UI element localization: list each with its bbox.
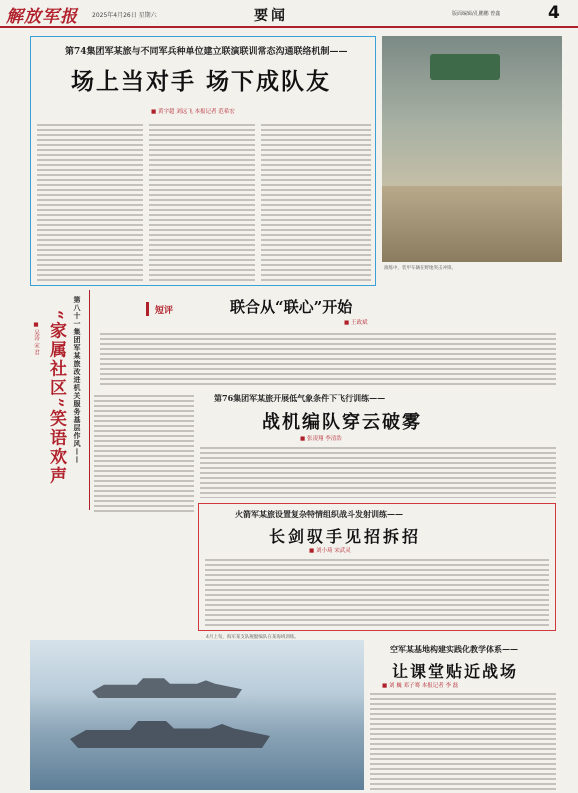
commentary-label-box xyxy=(146,302,184,316)
section-title: 要闻 xyxy=(254,8,288,24)
sidebar-kicker: 第八十一集团军某旅改进机关服务基层作风—— xyxy=(73,296,82,464)
sidebar-body xyxy=(94,392,194,512)
story4-kicker: 火箭军某旅设置复杂特情组织战斗发射训练—— xyxy=(235,509,403,519)
terrain-shape xyxy=(382,186,562,262)
warship-shape xyxy=(92,676,242,698)
story4-photo-caption: 4月上旬，海军某支队舰艇编队在某海域训练。 xyxy=(206,635,299,640)
commentary-byline: ■ 王政斌 xyxy=(344,320,368,326)
lead-story-byline: ■ 黄宇超 刘远飞 本报记者 范希宏 xyxy=(151,109,235,115)
story5-body xyxy=(370,690,556,790)
sidebar-byline: ■ 吴涛 宋 君 xyxy=(33,322,39,356)
story4-headline: 长剑驭手见招拆招 xyxy=(269,527,422,546)
lead-story-column-3 xyxy=(261,121,371,283)
story3-body xyxy=(200,444,556,498)
story5-byline: ■ 刘 巍 邓子骞 本报记者 李 磊 xyxy=(382,683,459,689)
story4-body xyxy=(205,556,549,626)
lead-story-photo xyxy=(382,36,562,262)
lead-photo-caption: 演练中，装甲车辆在野地突击冲锋。 xyxy=(384,266,456,271)
story3-kicker: 第76集团军某旅开展低气象条件下飞行训练—— xyxy=(214,393,386,403)
story3-headline: 战机编队穿云破雾 xyxy=(262,412,422,433)
warship-shape xyxy=(70,718,270,748)
lead-story-column-2 xyxy=(149,121,255,283)
page-editor: 版面编辑/孔鹏鹏 曾鑫 xyxy=(452,11,501,17)
sidebar-headline: “家属社区”笑语欢声 xyxy=(46,310,66,486)
armored-vehicle-shape xyxy=(430,54,500,80)
lead-story-headline: 场上当对手 场下成队友 xyxy=(71,68,332,95)
story5-headline: 让课堂贴近战场 xyxy=(392,662,519,681)
story4-byline: ■ 刘小琦 宋武灵 xyxy=(309,548,351,554)
lead-story-column-1 xyxy=(37,121,143,283)
sidebar-story xyxy=(30,290,90,510)
commentary-headline: 联合从“联心”开始 xyxy=(230,298,353,316)
commentary-body xyxy=(100,330,556,386)
naval-photo xyxy=(30,640,364,790)
story5-kicker: 空军某基地构建实践化教学体系—— xyxy=(390,644,518,654)
masthead xyxy=(0,0,578,28)
commentary-label: 短评 xyxy=(155,306,174,316)
story4-box xyxy=(198,503,556,631)
newspaper-logo: 解放军报 xyxy=(6,7,78,27)
page-number: 4 xyxy=(548,3,560,23)
lead-story-kicker: 第74集团军某旅与不同军兵种单位建立联演联训常态沟通联络机制—— xyxy=(65,47,348,57)
lead-story-box xyxy=(30,36,376,286)
issue-date: 2025年4月26日 星期六 xyxy=(92,12,157,19)
story3-byline: ■ 张凌翔 李清浩 xyxy=(300,436,342,442)
